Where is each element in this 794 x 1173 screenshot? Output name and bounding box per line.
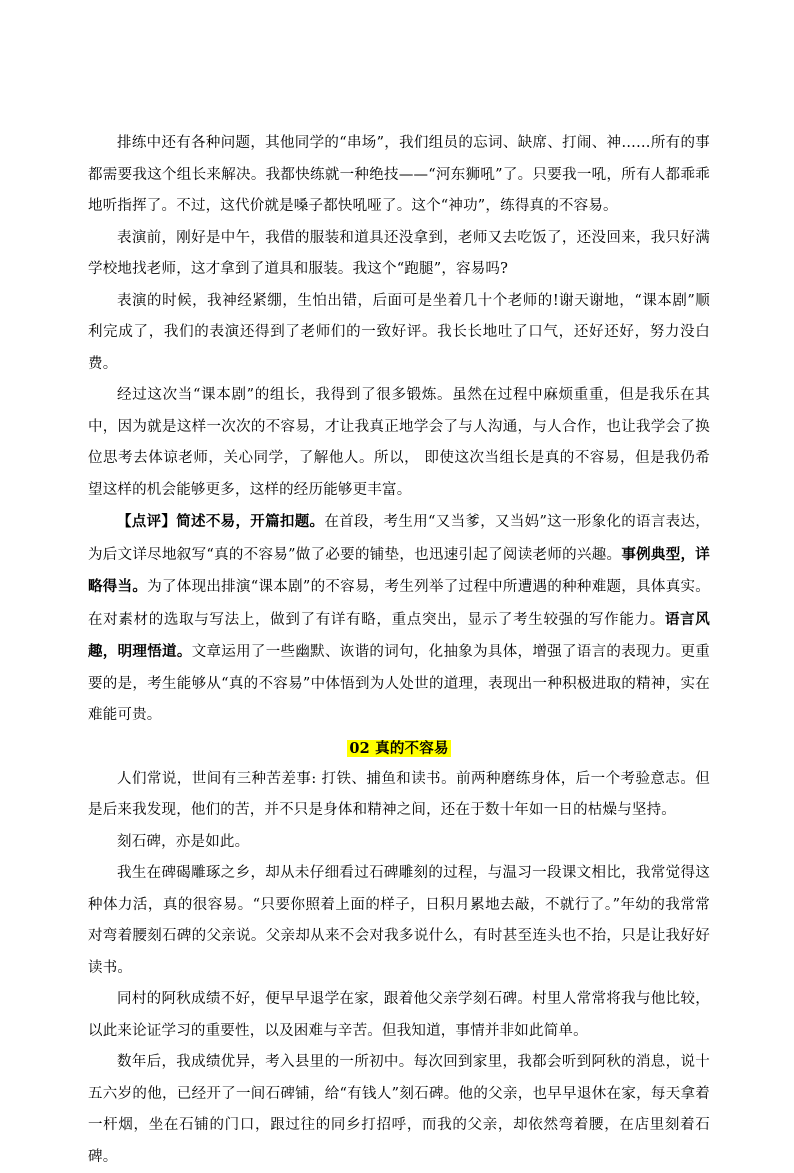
- comment-text-2: 为了体现出排演“课本剧”的不容易，考生列举了过程中所遭遇的种种难题，具体真实。在对素材的选取与写法上，做到了有详有略，重点突出，显示了考生较强的写作能力。: [88, 579, 710, 628]
- document-body: [88, 128, 710, 1173]
- essay2-paragraph-2: 刻石碑，亦是如此。: [117, 833, 250, 850]
- comment-point-2: 事例典型，详略得当。: [88, 545, 710, 595]
- essay2-paragraph-4: 同村的阿秋成绩不好，便早早退学在家，跟着他父亲学刻石碑。村里人常常将我与他比较，以此来论证学习的重要性，以及困难与辛苦。但我知道，事情并非如此简单。: [88, 991, 710, 1039]
- essay2-paragraph-3: 我生在碑碣雕琢之乡，却从未仔细看过石碑雕刻的过程，与温习一段课文相比，我常觉得这种体力活，真的很容易。“只要你照着上面的样子，日积月累地去敲，不就行了。”年幼的我常常对弯着腰刻石碑的父亲说。父亲却从来不会对我多说什么，有时甚至连头也不抬，只是让我好好读书。: [88, 865, 710, 976]
- comment-text-3: 文章运用了一些幽默、诙谐的词句，化抽象为具体，增强了语言的表现力。更重要的是，考生能够从“真的不容易”中体悟到为人处世的道理，表现出一种积极进取的精神，实在难能可贵。: [88, 644, 710, 723]
- essay1-paragraph-4: 经过这次当“课本剧”的组长，我得到了很多锻炼。虽然在过程中麻烦重重，但是我乐在其中，因为就是这样一次次的不容易，才让我真正地学会了与人沟通，与人合作，也让我学会了换位思考去体谅老师，关心同学，了解他人。所以， 即使这次当组长是真的不容易，但是我仍希望这样的机会能够更多，这样的经历能够更丰富。: [88, 387, 710, 498]
- essay2-heading: [88, 734, 710, 764]
- essay1-paragraph-2: 表演前，刚好是中午，我借的服装和道具还没拿到，老师又去吃饭了，还没回来，我只好满学校地找老师，这才拿到了道具和服装。我这个“跑腿”，容易吗?: [88, 229, 710, 277]
- comment-text-1: 在首段，考生用“又当爹，又当妈”这一形象化的语言表达，为后文详尽地叙写“真的不容易”做了必要的铺垫，也迅速引起了阅读老师的兴趣。: [88, 514, 710, 563]
- comment-point-3: 语言风趣，明理悟道。: [88, 610, 710, 660]
- comment-point-1: 简述不易，开篇扣题。: [176, 513, 325, 530]
- essay2-paragraph-1: 人们常说，世间有三种苦差事: 打铁、捕鱼和读书。前两种磨练身体，后一个考验意志。但是后来我发现，他们的苦，并不只是身体和精神之间，还在于数十年如一日的枯燥与坚持。: [88, 770, 710, 818]
- essay2-title: 02 真的不容易: [349, 739, 449, 757]
- essay2-paragraph-5: 数年后，我成绩优异，考入县里的一所初中。每次回到家里，我都会听到阿秋的消息，说十五六岁的他，已经开了一间石碑铺，给“有钱人”刻石碑。他的父亲，也早早退休在家，每天拿着一杆烟，坐在石铺的门口，跟过往的同乡打招呼，而我的父亲，却依然弯着腰，在店里刻着石碑。: [88, 1054, 710, 1165]
- comment-label: 【点评】: [117, 513, 177, 530]
- essay1-paragraph-3: 表演的时候，我神经紧绷，生怕出错，后面可是坐着几十个老师的!谢天谢地，“课本剧”顺利完成了，我们的表演还得到了老师们的一致好评。我长长地吐了口气，还好还好，努力没白费。: [88, 292, 710, 372]
- essay1-paragraph-1: 排练中还有各种问题，其他同学的“串场”，我们组员的忘词、缺席、打闹、神……所有的事都需要我这个组长来解决。我都快练就一种绝技——“河东狮吼”了。只要我一吼，所有人都乖乖地听指挥了。不过，这代价就是嗓子都快吼哑了。这个“神功”，练得真的不容易。: [88, 135, 710, 214]
- comment-paragraph: [88, 506, 710, 732]
